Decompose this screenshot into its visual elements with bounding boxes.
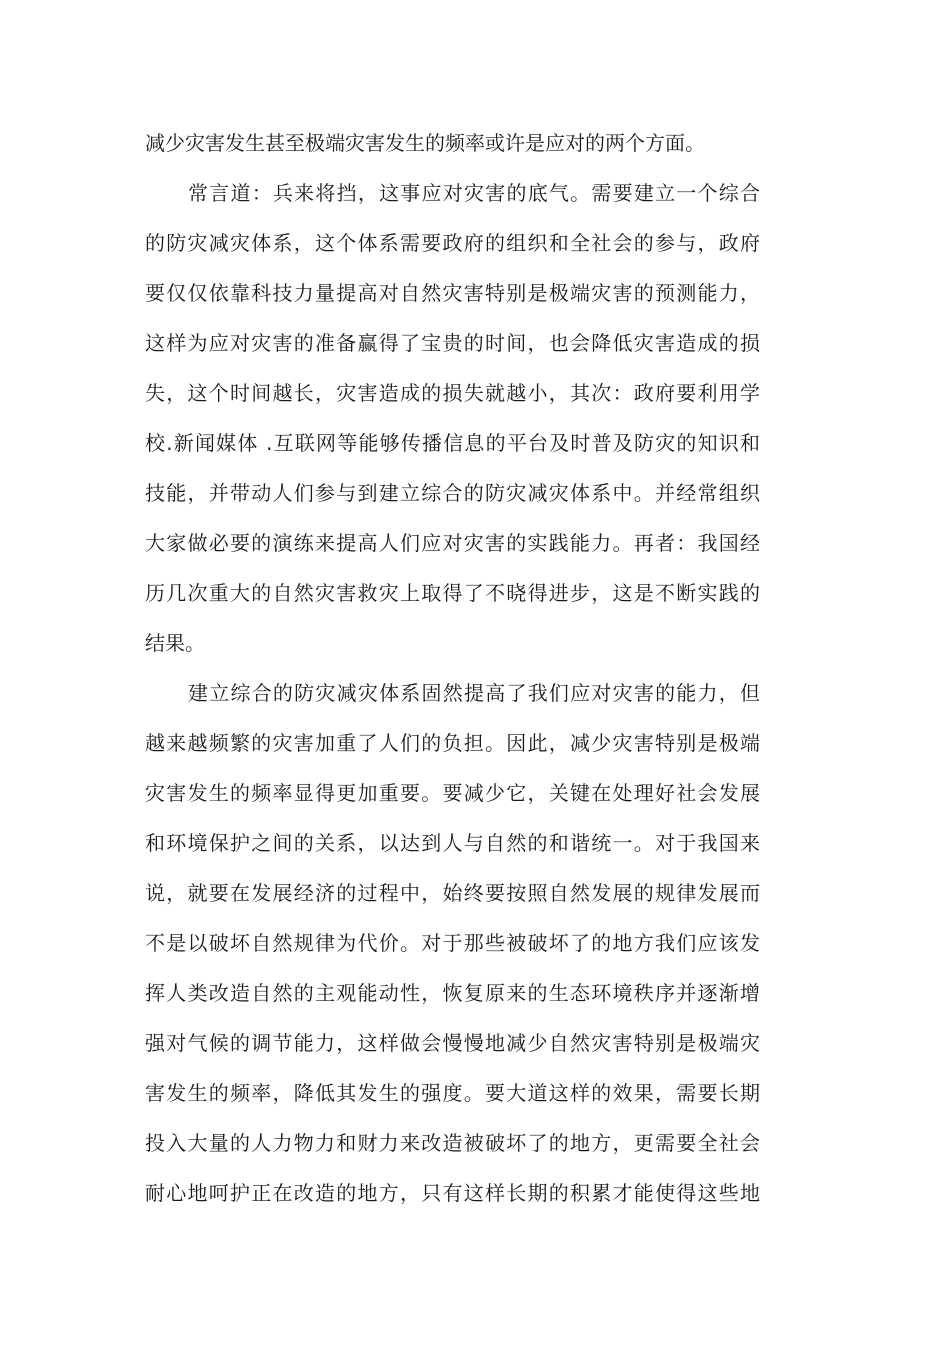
text-line: 常言道：兵来将挡，这事应对灾害的底气。需要建立一个综合 [188, 181, 760, 205]
text-line: 不是以破坏自然规律为代价。对于那些被破坏了的地方我们应该发 [145, 931, 760, 955]
text-line: 结果。 [145, 631, 205, 655]
text-line: 耐心地呵护正在改造的地方，只有这样长期的积累才能使得这些地 [145, 1181, 760, 1205]
text-line: 强对气候的调节能力，这样做会慢慢地减少自然灾害特别是极端灾 [145, 1031, 760, 1055]
text-line: 说，就要在发展经济的过程中，始终要按照自然发展的规律发展而 [145, 881, 760, 905]
text-line: 大家做必要的演练来提高人们应对灾害的实践能力。再者：我国经 [145, 531, 760, 555]
text-line: 灾害发生的频率显得更加重要。要减少它，关键在处理好社会发展 [145, 781, 760, 805]
text-line: 的防灾减灾体系，这个体系需要政府的组织和全社会的参与，政府 [145, 231, 760, 255]
text-line: 越来越频繁的灾害加重了人们的负担。因此，减少灾害特别是极端 [145, 731, 760, 755]
text-line: 要仅仅依靠科技力量提高对自然灾害特别是极端灾害的预测能力， [145, 281, 760, 305]
text-line: 和环境保护之间的关系，以达到人与自然的和谐统一。对于我国来 [145, 831, 760, 855]
text-line: 这样为应对灾害的准备赢得了宝贵的时间，也会降低灾害造成的损 [145, 331, 760, 355]
body-text [145, 118, 760, 1218]
text-line: 技能，并带动人们参与到建立综合的防灾减灾体系中。并经常组织 [145, 481, 760, 505]
text-line: 害发生的频率，降低其发生的强度。要大道这样的效果，需要长期 [145, 1081, 760, 1105]
text-line: 失，这个时间越长，灾害造成的损失就越小，其次：政府要利用学 [145, 381, 760, 405]
text-line: 挥人类改造自然的主观能动性，恢复原来的生态环境秩序并逐渐增 [145, 981, 760, 1005]
text-line: 建立综合的防灾减灾体系固然提高了我们应对灾害的能力，但 [188, 681, 760, 705]
text-line: 投入大量的人力物力和财力来改造被破坏了的地方，更需要全社会 [145, 1131, 760, 1155]
text-line: 减少灾害发生甚至极端灾害发生的频率或许是应对的两个方面。 [145, 131, 705, 155]
text-line: 历几次重大的自然灾害救灾上取得了不晓得进步，这是不断实践的 [145, 581, 760, 605]
text-line: 校.新闻媒体 .互联网等能够传播信息的平台及时普及防灾的知识和 [145, 431, 760, 455]
